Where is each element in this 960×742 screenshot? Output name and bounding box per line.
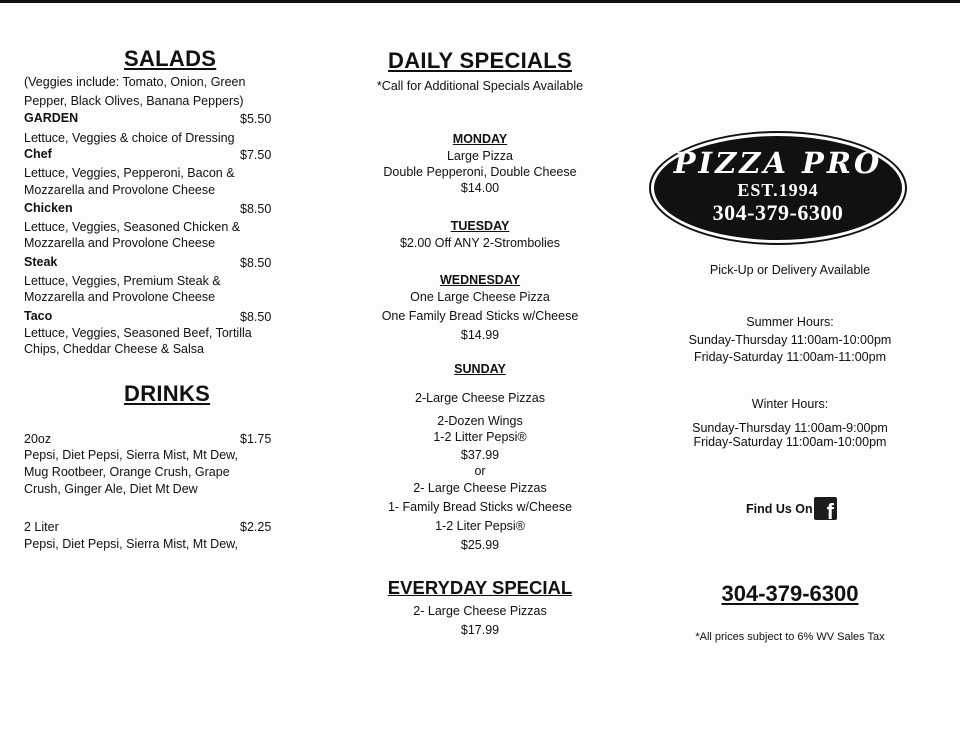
salads-note-line-2: Pepper, Black Olives, Banana Peppers) (24, 94, 244, 108)
drink-name-20oz: 20oz (24, 432, 52, 446)
sunday-price-2: $25.99 (460, 538, 500, 552)
salads-note-line-1: (Veggies include: Tomato, Onion, Green (24, 75, 246, 89)
salad-name-taco: Taco (24, 309, 53, 323)
salad-desc-garden: Lettuce, Veggies & choice of Dressing (24, 131, 235, 145)
salad-name-chicken: Chicken (24, 201, 73, 215)
everyday-price: $17.99 (460, 623, 500, 637)
wednesday-line-1: One Large Cheese Pizza (410, 290, 550, 304)
facebook-glyph: f (826, 499, 834, 520)
salad-desc-taco-1: Lettuce, Veggies, Seasoned Beef, Tortilla (24, 326, 252, 340)
scan-top-edge (0, 0, 960, 3)
wednesday-line-2: One Family Bread Sticks w/Cheese (381, 309, 579, 323)
salad-desc-chicken-2: Mozzarella and Provolone Cheese (24, 236, 216, 250)
winter-hours-title: Winter Hours: (751, 397, 829, 411)
salad-price-taco: $8.50 (240, 310, 272, 324)
facebook-icon[interactable] (814, 497, 837, 520)
monday-heading: MONDAY (452, 132, 508, 146)
drink-desc-20oz-2: Mug Rootbeer, Orange Crush, Grape (24, 465, 230, 479)
daily-specials-subtitle: *Call for Additional Specials Available (376, 79, 584, 93)
sunday-line-1: 2-Large Cheese Pizzas (415, 391, 545, 405)
winter-hours-line-1: Sunday-Thursday 11:00am-9:00pm (692, 421, 888, 435)
sunday-line-3: 1-2 Litter Pepsi® (433, 430, 527, 444)
salad-price-chef: $7.50 (240, 148, 272, 162)
daily-specials-title: DAILY SPECIALS (388, 48, 572, 73)
sunday-line-6: 1-2 Liter Pepsi® (435, 519, 525, 533)
salad-desc-steak-2: Mozzarella and Provolone Cheese (24, 290, 216, 304)
salad-price-garden: $5.50 (240, 112, 272, 126)
everyday-line-1: 2- Large Cheese Pizzas (413, 604, 547, 618)
sunday-price-1: $37.99 (460, 448, 500, 462)
logo-established: EST.1994 (737, 180, 819, 200)
sunday-line-4: 2- Large Cheese Pizzas (413, 481, 547, 495)
sunday-line-5: 1- Family Bread Sticks w/Cheese (387, 500, 573, 514)
drink-name-2liter: 2 Liter (24, 520, 59, 534)
monday-line-1: Large Pizza (446, 149, 513, 163)
tuesday-heading: TUESDAY (450, 219, 510, 233)
logo-phone: 304-379-6300 (712, 200, 844, 225)
drink-desc-2liter-1: Pepsi, Diet Pepsi, Sierra Mist, Mt Dew, (24, 537, 238, 551)
summer-hours-line-1: Sunday-Thursday 11:00am-10:00pm (688, 333, 892, 347)
salads-title: SALADS (124, 46, 217, 71)
pizza-pro-logo (654, 136, 902, 240)
monday-price: $14.00 (460, 181, 500, 195)
monday-line-2: Double Pepperoni, Double Cheese (383, 165, 577, 179)
winter-hours-line-2: Friday-Saturday 11:00am-10:00pm (693, 435, 887, 449)
sunday-heading: SUNDAY (454, 362, 506, 376)
salad-desc-chicken-1: Lettuce, Veggies, Seasoned Chicken & (24, 220, 241, 234)
salad-price-chicken: $8.50 (240, 202, 272, 216)
salad-price-steak: $8.50 (240, 256, 272, 270)
salad-desc-chef-1: Lettuce, Veggies, Pepperoni, Bacon & (24, 166, 235, 180)
sunday-or: or (474, 464, 486, 478)
pickup-delivery-note: Pick-Up or Delivery Available (709, 263, 871, 277)
salad-name-garden: GARDEN (24, 111, 79, 125)
wednesday-heading: WEDNESDAY (439, 273, 521, 287)
salad-desc-steak-1: Lettuce, Veggies, Premium Steak & (24, 274, 221, 288)
salad-name-steak: Steak (24, 255, 58, 269)
wednesday-price: $14.99 (460, 328, 500, 342)
sales-tax-note: *All prices subject to 6% WV Sales Tax (695, 631, 885, 643)
everyday-special-title: EVERYDAY SPECIAL (387, 577, 573, 598)
salad-name-chef: Chef (24, 147, 52, 161)
drink-desc-20oz-1: Pepsi, Diet Pepsi, Sierra Mist, Mt Dew, (24, 448, 238, 462)
drink-price-2liter: $2.25 (240, 520, 272, 534)
drink-price-20oz: $1.75 (240, 432, 272, 446)
salad-desc-chef-2: Mozzarella and Provolone Cheese (24, 183, 216, 197)
logo-name: PIZZA PRO (673, 146, 883, 180)
drink-desc-20oz-3: Crush, Ginger Ale, Diet Mt Dew (24, 482, 198, 496)
contact-phone[interactable]: 304-379-6300 (721, 581, 859, 606)
summer-hours-title: Summer Hours: (746, 315, 834, 329)
summer-hours-line-2: Friday-Saturday 11:00am-11:00pm (694, 350, 886, 364)
sunday-line-2: 2-Dozen Wings (437, 414, 523, 428)
find-us-on-label: Find Us On (746, 502, 813, 516)
salad-desc-taco-2: Chips, Cheddar Cheese & Salsa (24, 342, 204, 356)
drinks-title: DRINKS (124, 381, 211, 406)
tuesday-line-1: $2.00 Off ANY 2-Strombolies (399, 236, 561, 250)
